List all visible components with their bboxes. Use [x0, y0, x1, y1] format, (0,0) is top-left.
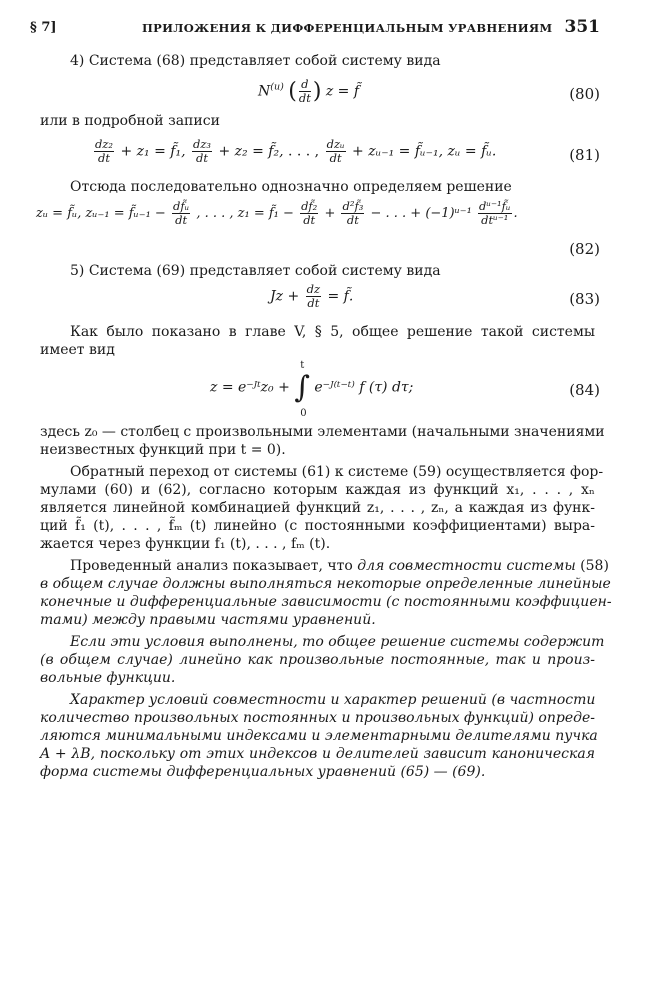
text-line: (в общем случае) линейно как произвольные постоянные, так и произ-: [40, 652, 595, 668]
eq82-part-b: , . . . , z₁ = f̃₁ −: [196, 206, 294, 221]
eq82-frac-a-num: df̃ᵤ: [172, 199, 190, 213]
equation-number-81: (81): [569, 146, 600, 164]
eq81-frac1-den: dt: [98, 151, 110, 165]
text-line: Характер условий совместности и характер решений (в частности: [70, 692, 596, 708]
equation-81: [92, 138, 496, 165]
text-line: конечные и дифференциальные зависимости (с постоянными коэффициен-: [40, 594, 612, 610]
eq83-frac-num: dz: [306, 282, 321, 296]
eq83-frac-den: dt: [307, 296, 320, 310]
eq81-frac3-den: dt: [329, 151, 342, 165]
text-line: Если эти условия выполнены, то общее решение системы содержит: [70, 634, 605, 650]
eq80-d: d: [299, 78, 311, 92]
eq82-part-a: zᵤ = f̃ᵤ, zᵤ₋₁ = f̃ᵤ₋₁ −: [36, 206, 166, 221]
eq81-frac2-den: dt: [196, 151, 208, 165]
eq83-lhs: Jz +: [270, 288, 300, 305]
text-line: Как было показано в главе V, § 5, общее решение такой системы: [70, 324, 595, 340]
equation-80: $N^{(u)}$ ( $\frac{d}{dt}$ ) z = f̃: [258, 77, 360, 105]
equation-83: [270, 283, 353, 310]
text-line: неизвестных функций при t = 0).: [40, 442, 286, 458]
eq82-part-c: +: [324, 206, 336, 221]
eq84-integrand: e⁻ᴶ⁽ᵗ⁻ᵗ⁾ f (τ) dτ;: [314, 379, 414, 396]
eq81-term3: + zᵤ₋₁ = f̃ᵤ₋₁,: [352, 143, 444, 160]
section-ref: § 7]: [30, 20, 57, 35]
integral-upper-limit: t: [300, 360, 305, 371]
text-line: жается через функции f₁ (t), . . . , fₘ (t).: [40, 536, 331, 552]
text-line: ций f̃₁ (t), . . . , f̃ₘ (t) линейно (с постоянными коэффициентами) выра-: [40, 518, 595, 534]
text-line: является линейной комбинацией функций z₁, . . . , zₙ, а каждая из функ-: [40, 500, 595, 516]
equation-number-80: (80): [569, 85, 600, 103]
equation-82: [36, 200, 518, 227]
text-line: форма системы дифференциальных уравнений (65) — (69).: [40, 764, 486, 780]
equation-84: [210, 360, 414, 419]
eq83-rhs: = f̃.: [327, 288, 354, 305]
text-italic: для совместности системы: [357, 558, 576, 574]
eq82-frac-a-den: dt: [175, 213, 188, 227]
eq82-part-d: − . . . + (−1)ᵘ⁻¹: [370, 206, 472, 221]
eq80-sup: (u): [270, 81, 284, 93]
eq81-frac1-num: dz₂: [95, 137, 114, 151]
chapter-title: ПРИЛОЖЕНИЯ К ДИФФЕРЕНЦИАЛЬНЫМ УРАВНЕНИЯМ: [142, 21, 553, 35]
text-line: 5) Система (69) представляет собой систему вида: [70, 263, 441, 279]
eq81-dots: . . . ,: [287, 143, 320, 160]
eq82-frac-b-den: dt: [303, 213, 316, 227]
text-line: в общем случае должны выполняться некоторые определенные линейные: [40, 576, 611, 592]
equation-number-83: (83): [569, 290, 600, 308]
eq82-frac-d-den: dtᵘ⁻¹: [481, 213, 509, 227]
running-header: [30, 17, 600, 39]
equation-number-82: (82): [569, 240, 600, 258]
eq81-term2: + z₂ = f̃₂,: [218, 143, 284, 160]
equation-number-84: (84): [569, 381, 600, 399]
eq82-frac-d-num: dᵘ⁻¹f̃ᵤ: [479, 199, 511, 213]
text-line: Обратный переход от системы (61) к системе (59) осуществляется фор-: [70, 464, 604, 480]
eq82-frac-c-den: dt: [346, 213, 359, 227]
eq80-lhs: N: [258, 83, 271, 100]
eq82-frac-b-num: df̃₂: [301, 199, 318, 213]
text-line: имеет вид: [40, 342, 115, 358]
eq81-term4: zᵤ = f̃ᵤ.: [447, 143, 497, 160]
eq82-frac-c-num: d²f̃₃: [342, 199, 364, 213]
text-line: тами) между правыми частями уравнений.: [40, 612, 376, 628]
text-line: вольные функции.: [40, 670, 176, 686]
eq84-lhs: z = e⁻ᴶᵗz₀ +: [210, 379, 290, 396]
eq80-rhs: z = f̃: [325, 83, 360, 100]
integral-lower-limit: 0: [300, 408, 307, 419]
eq81-frac3-num: dzᵤ: [326, 137, 345, 151]
text-line: здесь z₀ — столбец с произвольными элементами (начальными значениями: [40, 424, 605, 440]
text-line: [70, 557, 609, 575]
text-line: 4) Система (68) представляет собой систему вида: [70, 53, 441, 69]
integral-sign: ∫ t 0: [294, 360, 310, 419]
text-plain: Проведенный анализ показывает, что: [70, 558, 358, 574]
eq80-dt: dt: [298, 91, 311, 105]
page-number: 351: [564, 17, 600, 37]
eq81-term1: + z₁ = f̃₁,: [120, 143, 186, 160]
text-line: Отсюда последовательно однозначно определяем решение: [70, 179, 512, 195]
text-line: мулами (60) и (62), согласно которым каждая из функций x₁, . . . , xₙ: [40, 482, 595, 498]
text-line: количество произвольных постоянных и произвольных функций) опреде-: [40, 710, 596, 726]
text-plain: (58): [575, 558, 609, 574]
text-line: или в подробной записи: [40, 113, 220, 129]
text-line: A + λB, поскольку от этих индексов и делителей зависит каноническая: [40, 746, 595, 762]
eq82-end: .: [513, 206, 518, 221]
text-line: ляются минимальными индексами и элементарными делителями пучка: [40, 728, 598, 744]
eq81-frac2-num: dz₃: [192, 137, 212, 151]
